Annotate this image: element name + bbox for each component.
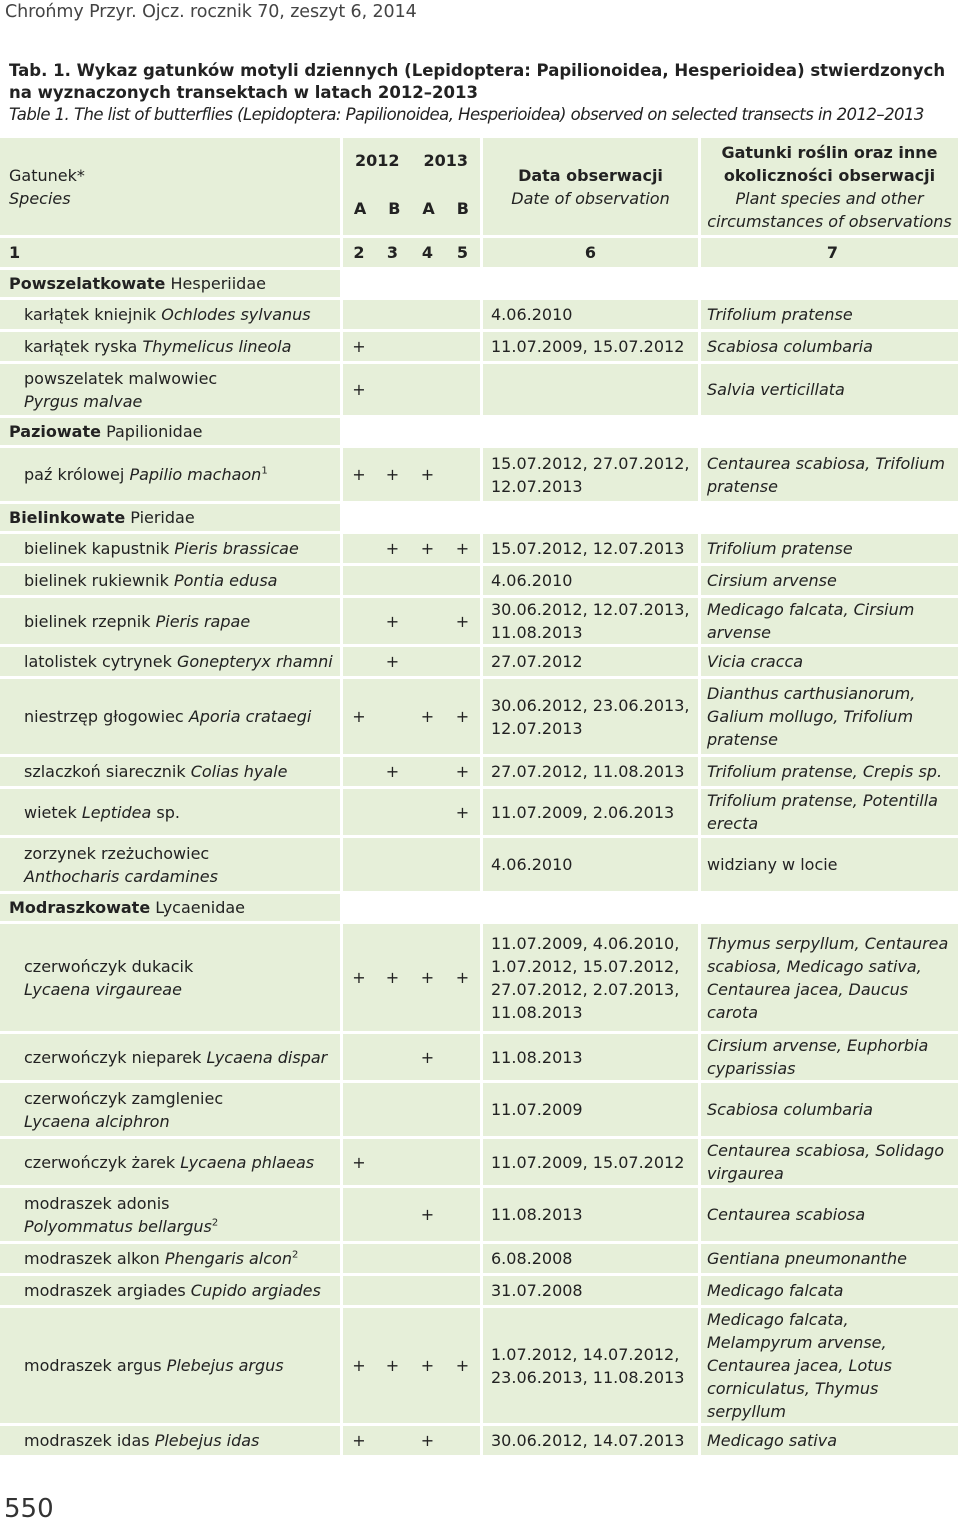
presence-a13: + [410, 1188, 445, 1244]
table-row [0, 1188, 958, 1244]
presence-b12 [375, 1083, 410, 1139]
presence-a12 [340, 1244, 375, 1276]
observation-dates: 4.06.2010 [480, 300, 698, 332]
presence-a13 [410, 300, 445, 332]
species-latin-name: Aporia crataegi [188, 707, 312, 726]
presence-a13 [410, 1244, 445, 1276]
species-polish-name: modraszek argus [24, 1356, 162, 1375]
presence-a12: + [340, 332, 375, 364]
page-number: 550 [4, 1494, 54, 1524]
species-polish-name: latolistek cytrynek [24, 652, 172, 671]
table-row [0, 332, 958, 364]
observation-dates: 1.07.2012, 14.07.2012, 23.06.2013, 11.08.2013 [480, 1308, 698, 1426]
presence-a12 [340, 757, 375, 789]
presence-a13 [410, 598, 445, 647]
family-row-filler [340, 270, 958, 300]
species-polish-name: szlaczkoń siarecznik [24, 762, 186, 781]
presence-a13: + [410, 1034, 445, 1083]
presence-b12 [375, 838, 410, 894]
observation-dates: 4.06.2010 [480, 838, 698, 894]
species-polish-name: modraszek alkon [24, 1249, 160, 1268]
species-latin-name: Pontia edusa [173, 571, 278, 590]
species-latin-name: Plebejus idas [154, 1431, 260, 1450]
species-cell [0, 1244, 340, 1276]
observation-dates: 11.07.2009, 4.06.2010, 1.07.2012, 15.07.2012, 27.07.2012, 2.07.2013, 11.08.2013 [480, 924, 698, 1034]
species-latin-name: Pyrgus malvae [24, 391, 143, 411]
colnum-4: 4 [410, 238, 445, 270]
species-cell [0, 924, 340, 1034]
family-row [0, 270, 958, 300]
species-polish-name: karłątek ryska [24, 337, 138, 356]
colnum-2: 2 [340, 238, 375, 270]
species-polish-name: bielinek kapustnik [24, 539, 170, 558]
species-latin-name: Phengaris alcon [164, 1249, 292, 1268]
presence-b13 [445, 364, 480, 418]
species-latin-name: Cupido argiades [190, 1281, 321, 1300]
species-cell [0, 534, 340, 566]
family-name-latin: Lycaenidae [155, 898, 246, 917]
table-row [0, 1308, 958, 1426]
species-latin-name: Lycaena phlaeas [180, 1152, 315, 1172]
presence-a13: + [410, 448, 445, 504]
plant-species: Scabiosa columbaria [698, 1083, 958, 1139]
table-row [0, 566, 958, 598]
presence-a13: + [410, 534, 445, 566]
observation-dates: 11.08.2013 [480, 1034, 698, 1083]
presence-a12: + [340, 364, 375, 418]
presence-b13 [445, 300, 480, 332]
plant-species: Scabiosa columbaria [698, 332, 958, 364]
species-polish-name: karłątek kniejnik [24, 305, 157, 324]
species-polish-name: modraszek idas [24, 1431, 150, 1450]
family-name [0, 894, 340, 924]
presence-b12 [375, 566, 410, 598]
header-species-en: Species [9, 188, 71, 208]
header-date [480, 138, 698, 238]
presence-a12 [340, 1034, 375, 1083]
species-suffix: sp. [151, 802, 180, 822]
colnum-7: 7 [698, 238, 958, 270]
plant-species: Vicia cracca [698, 647, 958, 679]
butterfly-table [0, 138, 958, 1458]
presence-b12 [375, 679, 410, 757]
presence-a12 [340, 566, 375, 598]
presence-b12 [375, 789, 410, 838]
colnum-1: 1 [0, 238, 340, 270]
plant-species: Trifolium pratense, Crepis sp. [698, 757, 958, 789]
presence-a12: + [340, 1139, 375, 1188]
observation-dates: 27.07.2012, 11.08.2013 [480, 757, 698, 789]
presence-a12 [340, 1083, 375, 1139]
presence-a13 [410, 647, 445, 679]
presence-b13 [445, 1188, 480, 1244]
table-row [0, 1083, 958, 1139]
presence-b13 [445, 332, 480, 364]
species-latin-name: Gonepteryx rhamni [176, 652, 333, 671]
presence-b12: + [375, 757, 410, 789]
running-head: Chrońmy Przyr. Ojcz. rocznik 70, zeszyt 6, 2014 [5, 2, 417, 22]
presence-b13 [445, 1083, 480, 1139]
header-b-2012: B [388, 199, 401, 218]
species-latin-name: Pieris rapae [155, 611, 251, 631]
species-polish-name: modraszek argiades [24, 1281, 186, 1300]
observation-dates: 6.08.2008 [480, 1244, 698, 1276]
plant-species: Trifolium pratense [698, 300, 958, 332]
table-row [0, 300, 958, 332]
species-polish-name: niestrzęp głogowiec [24, 707, 184, 726]
species-polish-name: paź królowej [24, 465, 125, 484]
presence-a12 [340, 647, 375, 679]
table-row [0, 679, 958, 757]
species-cell [0, 679, 340, 757]
header-species [0, 138, 340, 238]
species-polish-name: powszelatek malwowiec [24, 368, 218, 388]
presence-a13: + [410, 1426, 445, 1458]
presence-b13 [445, 1034, 480, 1083]
header-date-pl: Data obserwacji [518, 165, 663, 185]
presence-b12 [375, 364, 410, 418]
species-cell [0, 1034, 340, 1083]
header-year-2013: 2013 [423, 151, 468, 170]
plant-species: Medicago falcata [698, 1276, 958, 1308]
plant-species: Cirsium arvense [698, 566, 958, 598]
species-cell [0, 332, 340, 364]
family-name-pl: Bielinkowate [9, 508, 126, 527]
species-cell [0, 300, 340, 332]
presence-b13: + [445, 789, 480, 838]
header-date-en: Date of observation [511, 188, 670, 208]
species-latin-name: Lycaena dispar [206, 1047, 328, 1067]
family-row-filler [340, 894, 958, 924]
presence-b12: + [375, 448, 410, 504]
table-row [0, 1244, 958, 1276]
presence-b13 [445, 647, 480, 679]
presence-b13: + [445, 924, 480, 1034]
presence-b12 [375, 332, 410, 364]
plant-species: Centaurea scabiosa, Trifolium pratense [698, 448, 958, 504]
presence-b13 [445, 1276, 480, 1308]
family-name-latin: Papilionidae [106, 422, 203, 441]
table-row [0, 364, 958, 418]
presence-a12: + [340, 448, 375, 504]
presence-a13: + [410, 679, 445, 757]
presence-b12 [375, 1139, 410, 1188]
presence-a12 [340, 300, 375, 332]
presence-a12: + [340, 1308, 375, 1426]
table-row [0, 789, 958, 838]
family-name [0, 504, 340, 534]
presence-a13 [410, 757, 445, 789]
family-name-pl: Powszelatkowate [9, 274, 166, 293]
table-row [0, 838, 958, 894]
plant-species: Cirsium arvense, Euphorbia cyparissias [698, 1034, 958, 1083]
table-row [0, 534, 958, 566]
presence-a12 [340, 838, 375, 894]
presence-b12: + [375, 924, 410, 1034]
presence-a12 [340, 598, 375, 647]
species-cell [0, 789, 340, 838]
plant-species: Centaurea scabiosa, Solidago virgaurea [698, 1139, 958, 1188]
family-row [0, 504, 958, 534]
presence-a13 [410, 332, 445, 364]
species-cell [0, 448, 340, 504]
family-name [0, 270, 340, 300]
presence-a12 [340, 789, 375, 838]
species-latin-name: Papilio machaon [129, 465, 262, 484]
family-name [0, 418, 340, 448]
presence-b13: + [445, 534, 480, 566]
plant-species: Centaurea scabiosa [698, 1188, 958, 1244]
species-cell [0, 364, 340, 418]
species-cell [0, 1308, 340, 1426]
family-row [0, 418, 958, 448]
presence-b12: + [375, 1308, 410, 1426]
presence-a13: + [410, 924, 445, 1034]
observation-dates: 31.07.2008 [480, 1276, 698, 1308]
table-row [0, 924, 958, 1034]
presence-b12 [375, 1188, 410, 1244]
species-polish-name: czerwończyk dukacik [24, 956, 194, 976]
table-row [0, 1426, 958, 1458]
header-plants [698, 138, 958, 238]
presence-b13 [445, 566, 480, 598]
species-polish-name: czerwończyk nieparek [24, 1047, 202, 1067]
species-polish-name: modraszek adonis [24, 1193, 170, 1213]
plant-species: Salvia verticillata [698, 364, 958, 418]
plant-species: Medicago sativa [698, 1426, 958, 1458]
presence-b12: + [375, 647, 410, 679]
observation-dates: 27.07.2012 [480, 647, 698, 679]
presence-a13 [410, 364, 445, 418]
presence-a12 [340, 1188, 375, 1244]
plant-species: Medicago falcata, Melampyrum arvense, Centaurea jacea, Lotus corniculatus, Thymus serpyllum [698, 1308, 958, 1426]
species-polish-name: zorzynek rzeżuchowiec [24, 843, 210, 863]
species-latin-name: Lycaena virgaureae [24, 979, 182, 999]
species-polish-name: bielinek rzepnik [24, 611, 151, 631]
presence-b12 [375, 1426, 410, 1458]
presence-b13: + [445, 679, 480, 757]
species-cell [0, 1083, 340, 1139]
plant-species: widziany w locie [698, 838, 958, 894]
plant-species: Trifolium pratense, Potentilla erecta [698, 789, 958, 838]
observation-dates: 11.07.2009, 15.07.2012 [480, 1139, 698, 1188]
table-row [0, 1139, 958, 1188]
species-cell [0, 598, 340, 647]
species-polish-name: czerwończyk żarek [24, 1152, 176, 1172]
footnote-marker: 2 [211, 1217, 219, 1229]
table-row [0, 1034, 958, 1083]
presence-a13 [410, 566, 445, 598]
presence-a12: + [340, 924, 375, 1034]
presence-b12 [375, 1276, 410, 1308]
family-row [0, 894, 958, 924]
family-name-pl: Modraszkowate [9, 898, 151, 917]
presence-a12: + [340, 679, 375, 757]
presence-a13 [410, 789, 445, 838]
header-plants-en: Plant species and other circumstances of observations [707, 188, 952, 231]
species-latin-name: Leptidea [81, 802, 152, 822]
family-name-pl: Paziowate [9, 422, 101, 441]
presence-b12: + [375, 534, 410, 566]
presence-a13 [410, 1083, 445, 1139]
plant-species: Dianthus carthusianorum, Galium mollugo, Trifolium pratense [698, 679, 958, 757]
species-latin-name: Pieris brassicae [174, 539, 299, 558]
species-polish-name: czerwończyk zamgleniec [24, 1088, 224, 1108]
family-name-latin: Hesperiidae [170, 274, 266, 293]
presence-b13: + [445, 1308, 480, 1426]
species-latin-name: Colias hyale [190, 762, 288, 781]
table-caption [9, 60, 955, 126]
species-cell [0, 647, 340, 679]
species-latin-name: Polyommatus bellargus [24, 1216, 212, 1236]
observation-dates: 11.07.2009, 2.06.2013 [480, 789, 698, 838]
species-latin-name: Plebejus argus [166, 1356, 284, 1375]
species-polish-name: wietek [24, 802, 77, 822]
presence-b12 [375, 1244, 410, 1276]
column-number-row [0, 238, 958, 270]
species-cell [0, 1139, 340, 1188]
observation-dates: 11.08.2013 [480, 1188, 698, 1244]
table-row [0, 1276, 958, 1308]
table-row [0, 598, 958, 647]
header-year-2012: 2012 [354, 151, 400, 170]
species-latin-name: Thymelicus lineola [142, 337, 292, 356]
observation-dates: 15.07.2012, 27.07.2012, 12.07.2013 [480, 448, 698, 504]
family-name-latin: Pieridae [130, 508, 195, 527]
footnote-marker: 2 [291, 1249, 299, 1261]
family-row-filler [340, 504, 958, 534]
observation-dates: 30.06.2012, 14.07.2013 [480, 1426, 698, 1458]
observation-dates: 30.06.2012, 12.07.2013, 11.08.2013 [480, 598, 698, 647]
observation-dates: 11.07.2009, 15.07.2012 [480, 332, 698, 364]
observation-dates: 4.06.2010 [480, 566, 698, 598]
species-polish-name: bielinek rukiewnik [24, 571, 169, 590]
family-row-filler [340, 418, 958, 448]
colnum-5: 5 [445, 238, 480, 270]
presence-b12: + [375, 598, 410, 647]
presence-b13 [445, 1244, 480, 1276]
presence-b13 [445, 1139, 480, 1188]
colnum-6: 6 [480, 238, 698, 270]
plant-species: Thymus serpyllum, Centaurea scabiosa, Medicago sativa, Centaurea jacea, Daucus carota [698, 924, 958, 1034]
caption-english: Table 1. The list of butterflies (Lepidoptera: Papilionoidea, Hesperioidea) observed on selected transects in 2012–2013 [9, 105, 924, 124]
presence-b13 [445, 838, 480, 894]
observation-dates [480, 364, 698, 418]
presence-b12 [375, 1034, 410, 1083]
observation-dates: 11.07.2009 [480, 1083, 698, 1139]
presence-a13 [410, 1139, 445, 1188]
observation-dates: 30.06.2012, 23.06.2013, 12.07.2013 [480, 679, 698, 757]
header-years [340, 138, 480, 238]
header-plants-pl: Gatunki roślin oraz inne okoliczności obserwacji [721, 142, 938, 185]
plant-species: Trifolium pratense [698, 534, 958, 566]
table-row [0, 647, 958, 679]
header-species-pl: Gatunek* [9, 165, 85, 185]
presence-b13 [445, 1426, 480, 1458]
species-cell [0, 838, 340, 894]
presence-a12: + [340, 1426, 375, 1458]
presence-b13 [445, 448, 480, 504]
presence-b13: + [445, 598, 480, 647]
plant-species: Gentiana pneumonanthe [698, 1244, 958, 1276]
footnote-marker: 1 [261, 465, 268, 477]
species-cell [0, 1426, 340, 1458]
table-row [0, 448, 958, 504]
presence-b13: + [445, 757, 480, 789]
presence-a12 [340, 534, 375, 566]
species-latin-name: Anthocharis cardamines [24, 866, 218, 886]
table-row [0, 757, 958, 789]
header-b-2013: B [456, 199, 469, 218]
presence-a13: + [410, 1308, 445, 1426]
species-latin-name: Lycaena alciphron [24, 1111, 170, 1131]
presence-a13 [410, 838, 445, 894]
caption-polish: Tab. 1. Wykaz gatunków motyli dziennych (Lepidoptera: Papilionoidea, Hesperioidea) stwierdzonych na wyznaczonych transektach w latach 2012–2013 [9, 61, 946, 102]
species-cell [0, 1188, 340, 1244]
species-cell [0, 757, 340, 789]
species-latin-name: Ochlodes sylvanus [161, 305, 311, 324]
species-cell [0, 1276, 340, 1308]
species-cell [0, 566, 340, 598]
header-a-2013: A [422, 199, 435, 218]
header-a-2012: A [353, 199, 367, 218]
presence-b12 [375, 300, 410, 332]
presence-a13 [410, 1276, 445, 1308]
table-header-row [0, 138, 958, 238]
plant-species: Medicago falcata, Cirsium arvense [698, 598, 958, 647]
colnum-3: 3 [375, 238, 410, 270]
observation-dates: 15.07.2012, 12.07.2013 [480, 534, 698, 566]
presence-a12 [340, 1276, 375, 1308]
